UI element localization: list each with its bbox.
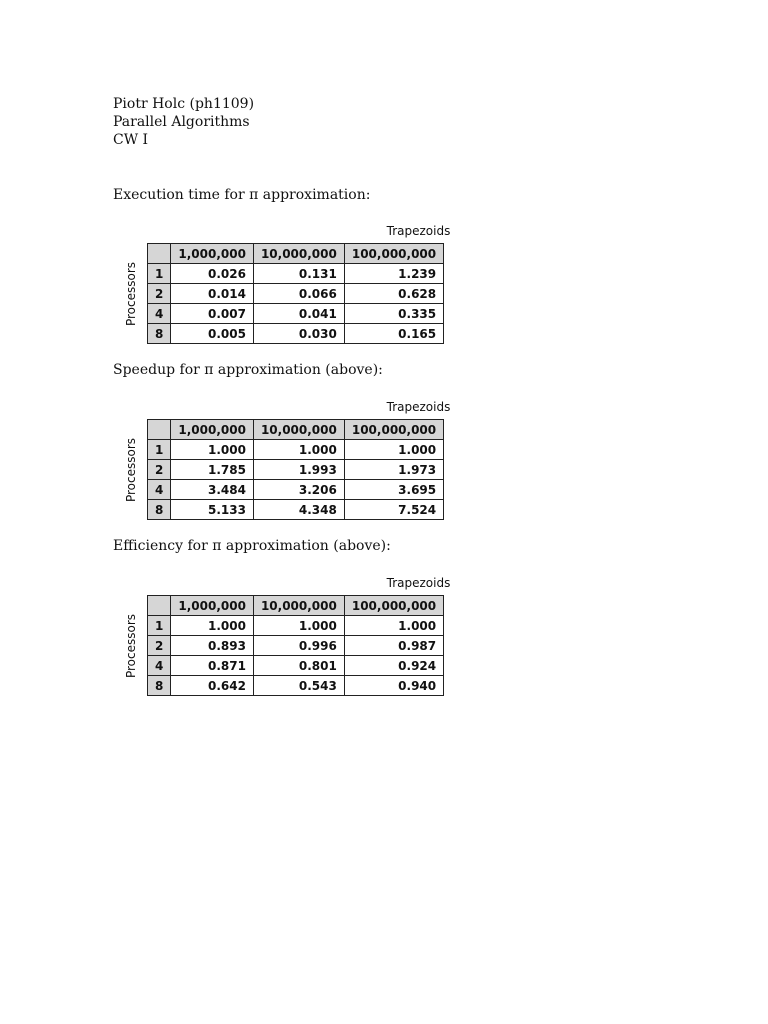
execution-time-table-block	[122, 223, 452, 348]
table-y-label	[122, 243, 140, 344]
table-cell: 1.000	[253, 616, 344, 636]
row-header: 8	[148, 500, 171, 520]
table-row	[148, 480, 444, 500]
table-cell: 0.801	[253, 656, 344, 676]
header-row	[148, 420, 444, 440]
table-cell: 0.335	[344, 304, 443, 324]
table-cell: 1.000	[344, 440, 443, 460]
table-cell: 1.000	[344, 616, 443, 636]
y-label-text: Processors	[124, 437, 138, 502]
table-caption: Trapezoids	[386, 400, 451, 414]
table-cell: 0.642	[171, 676, 254, 696]
table-row	[148, 500, 444, 520]
table-cell: 0.871	[171, 656, 254, 676]
execution-time-table	[147, 243, 444, 344]
table-cell: 0.026	[171, 264, 254, 284]
section-title-execution-time: Execution time for π approximation:	[113, 187, 371, 203]
table-cell: 0.030	[253, 324, 344, 344]
document-header	[113, 95, 254, 149]
table-cell: 0.041	[253, 304, 344, 324]
table-cell: 0.996	[253, 636, 344, 656]
table-row	[148, 440, 444, 460]
author-line: Piotr Holc (ph1109)	[113, 96, 255, 112]
speedup-table-block	[122, 399, 452, 524]
table-cell: 1.000	[171, 440, 254, 460]
column-header: 100,000,000	[344, 420, 443, 440]
corner-cell	[148, 420, 171, 440]
course-line: Parallel Algorithms	[113, 114, 250, 130]
column-header: 10,000,000	[253, 420, 344, 440]
table-cell: 1.785	[171, 460, 254, 480]
row-header: 8	[148, 676, 171, 696]
efficiency-table	[147, 595, 444, 696]
table-cell: 0.987	[344, 636, 443, 656]
row-header: 1	[148, 264, 171, 284]
table-row	[148, 460, 444, 480]
table-y-label	[122, 419, 140, 520]
efficiency-table-block	[122, 575, 452, 700]
corner-cell	[148, 596, 171, 616]
table-cell: 0.543	[253, 676, 344, 696]
table-cell: 1.973	[344, 460, 443, 480]
row-header: 4	[148, 304, 171, 324]
column-header: 100,000,000	[344, 596, 443, 616]
row-header: 8	[148, 324, 171, 344]
column-header: 10,000,000	[253, 596, 344, 616]
table-cell: 0.940	[344, 676, 443, 696]
column-header: 100,000,000	[344, 244, 443, 264]
table-cell: 0.893	[171, 636, 254, 656]
table-cell: 1.993	[253, 460, 344, 480]
table-cell: 0.165	[344, 324, 443, 344]
table-cell: 0.014	[171, 284, 254, 304]
table-row	[148, 324, 444, 344]
corner-cell	[148, 244, 171, 264]
row-header: 2	[148, 460, 171, 480]
table-cell: 0.005	[171, 324, 254, 344]
section-title-efficiency: Efficiency for π approximation (above):	[113, 538, 391, 554]
column-header: 1,000,000	[171, 596, 254, 616]
table-cell: 5.133	[171, 500, 254, 520]
table-cell: 3.206	[253, 480, 344, 500]
row-header: 1	[148, 616, 171, 636]
row-header: 4	[148, 480, 171, 500]
y-label-text: Processors	[124, 261, 138, 326]
table-cell: 1.000	[171, 616, 254, 636]
column-header: 1,000,000	[171, 420, 254, 440]
table-cell: 3.484	[171, 480, 254, 500]
table-row	[148, 284, 444, 304]
column-header: 10,000,000	[253, 244, 344, 264]
table-cell: 0.628	[344, 284, 443, 304]
table-cell: 0.066	[253, 284, 344, 304]
section-title-speedup: Speedup for π approximation (above):	[113, 362, 383, 378]
speedup-table	[147, 419, 444, 520]
table-cell: 3.695	[344, 480, 443, 500]
row-header: 2	[148, 284, 171, 304]
table-row	[148, 676, 444, 696]
table-row	[148, 636, 444, 656]
table-cell: 1.000	[253, 440, 344, 460]
coursework-line: CW I	[113, 132, 149, 148]
table-row	[148, 264, 444, 284]
table-row	[148, 656, 444, 676]
table-row	[148, 616, 444, 636]
table-cell: 4.348	[253, 500, 344, 520]
row-header: 1	[148, 440, 171, 460]
table-caption: Trapezoids	[386, 224, 451, 238]
header-row	[148, 244, 444, 264]
table-cell: 0.924	[344, 656, 443, 676]
table-y-label	[122, 595, 140, 696]
table-cell: 1.239	[344, 264, 443, 284]
row-header: 4	[148, 656, 171, 676]
table-cell: 0.007	[171, 304, 254, 324]
table-cell: 0.131	[253, 264, 344, 284]
header-row	[148, 596, 444, 616]
table-row	[148, 304, 444, 324]
y-label-text: Processors	[124, 613, 138, 678]
table-cell: 7.524	[344, 500, 443, 520]
table-caption: Trapezoids	[386, 576, 451, 590]
column-header: 1,000,000	[171, 244, 254, 264]
row-header: 2	[148, 636, 171, 656]
